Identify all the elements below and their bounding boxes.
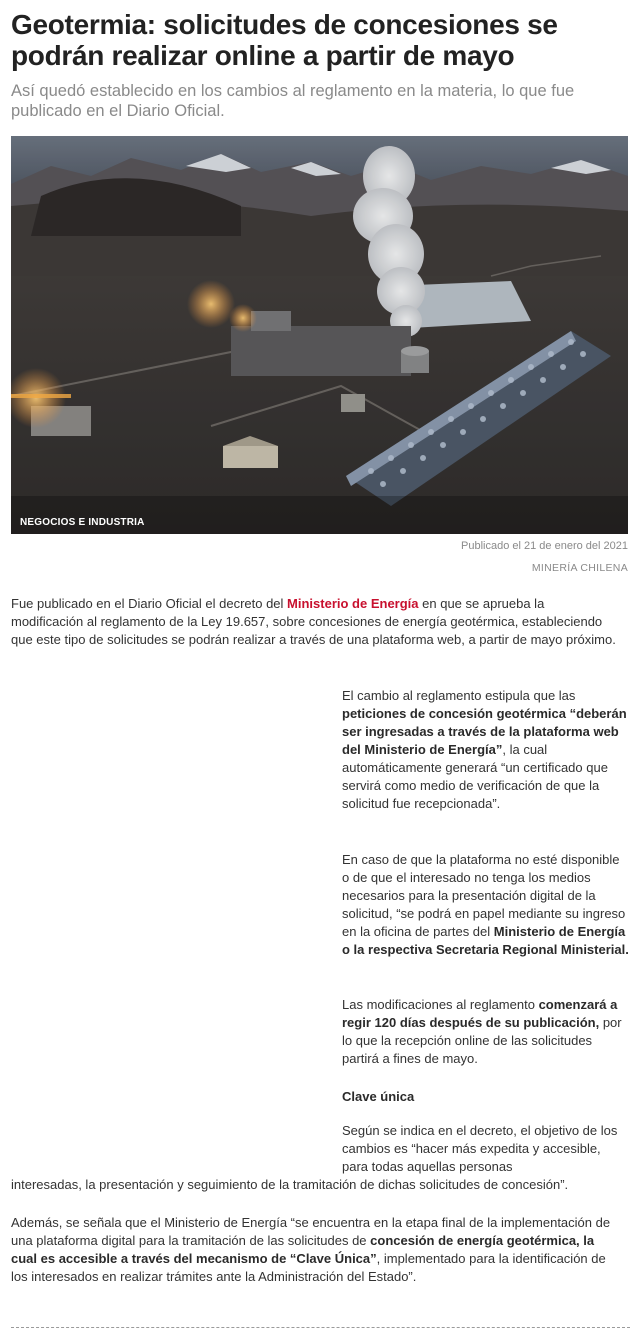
paragraph-1: Fue publicado en el Diario Oficial el decreto del Ministerio de Energía en que se aprueba la modificación al reglamento de la Ley 19.657, sobre concesiones de energía geotérmica, estableciendo que este tipo de solicitudes se podrán realizar a través de una plataforma web, a partir de mayo próximo. <box>11 596 616 647</box>
paragraph-5-part-1: Según se indica en el decreto, el objetivo de los cambios es “hacer más expedita y accesible, para todas aquellas personas <box>342 1123 618 1174</box>
paragraph-4: Las modificaciones al reglamento comenzará a regir 120 días después de su publicación, por lo que la recepción online de las solicitudes partirá a fines de mayo. <box>342 997 622 1066</box>
ministry-link[interactable]: Ministerio de Energía <box>287 596 419 611</box>
category-label[interactable]: NEGOCIOS E INDUSTRIA <box>20 517 145 528</box>
divider <box>11 1327 630 1328</box>
bold-text: Ministerio de Energía o la respectiva Secretaria Regional Ministerial. <box>342 924 629 957</box>
paragraph-3: En caso de que la plataforma no esté disponible o de que el interesado no tenga los medios necesarios para la presentación digital de la solicitud, “se podrá en papel mediante su ingreso en la oficina de partes del Ministerio de Energía o la respectiva Secretaria Regional Ministerial. <box>342 852 629 957</box>
article-headline: Geotermia: solicitudes de concesiones se podrán realizar online a partir de mayo <box>11 9 558 71</box>
bold-text: peticiones de concesión geotérmica “deberán ser ingresadas a través de la plataforma web del Ministerio de Energía” <box>342 706 627 757</box>
hero-image <box>11 136 628 534</box>
article-subtitle: Así quedó establecido en los cambios al reglamento en la materia, lo que fue publicado en el Diario Oficial. <box>11 82 575 120</box>
paragraph-6: Además, se señala que el Ministerio de Energía “se encuentra en la etapa final de la implementación de una plataforma digital para la tramitación de las solicitudes de concesión de energía geotérmica, la cual es accesible a través del mecanismo de “Clave Única”, implementado para la identificación de los interesados en realizar trámites ante la Administración del Estado”. <box>11 1215 611 1284</box>
bold-text: concesión de energía geotérmica, la cual es accesible a través del mecanismo de “Clave Única” <box>11 1233 595 1266</box>
bold-text: comenzará a regir 120 días después de su publicación, <box>342 997 618 1030</box>
paragraph-5-part-2: interesadas, la presentación y seguimiento de la tramitación de dichas solicitudes de concesión”. <box>11 1177 569 1192</box>
article-source: MINERÍA CHILENA <box>531 562 628 574</box>
publish-date: Publicado el 21 de enero del 2021 <box>461 540 628 552</box>
section-subheading: Clave única <box>342 1089 415 1104</box>
geothermal-plant-illustration <box>11 136 628 534</box>
paragraph-2: El cambio al reglamento estipula que las peticiones de concesión geotérmica “deberán ser ingresadas a través de la plataforma web del Ministerio de Energía”, la cual automáticamente generará “un certificado que servirá como medio de verificación de que la solicitud fue recepcionada”. <box>342 688 627 811</box>
